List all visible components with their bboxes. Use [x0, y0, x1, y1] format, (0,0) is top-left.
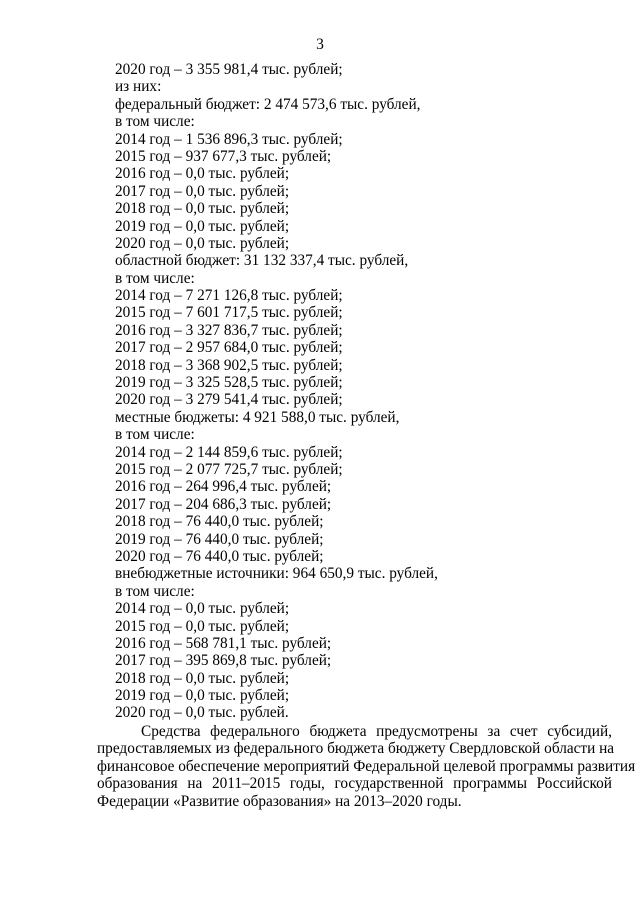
funding-line: 2019 год – 76 440,0 тыс. рублей; — [115, 530, 324, 548]
funding-list — [115, 61, 595, 722]
funding-line: 2015 год – 7 601 717,5 тыс. рублей; — [115, 304, 343, 322]
funding-line: 2020 год – 0,0 тыс. рублей. — [115, 704, 289, 722]
funding-line: 2016 год – 0,0 тыс. рублей; — [115, 165, 290, 183]
funding-line: 2014 год – 7 271 126,8 тыс. рублей; — [115, 287, 343, 305]
funding-line: в том числе: — [115, 426, 195, 444]
funding-line: 2018 год – 0,0 тыс. рублей; — [115, 200, 290, 218]
funding-line: 2017 год – 395 869,8 тыс. рублей; — [115, 652, 332, 670]
funding-line: 2016 год – 3 327 836,7 тыс. рублей; — [115, 321, 343, 339]
funding-line: 2015 год – 0,0 тыс. рублей; — [115, 617, 290, 635]
funding-line: местные бюджеты: 4 921 588,0 тыс. рублей, — [115, 408, 400, 426]
page-number: 3 — [316, 36, 324, 53]
funding-line: 2020 год – 3 279 541,4 тыс. рублей; — [115, 391, 343, 409]
funding-line: 2018 год – 3 368 902,5 тыс. рублей; — [115, 356, 343, 374]
funding-line: 2020 год – 3 355 981,4 тыс. рублей; — [115, 61, 343, 78]
funding-line: из них: — [115, 78, 162, 96]
funding-line: 2014 год – 1 536 896,3 тыс. рублей; — [115, 130, 343, 148]
funding-line: 2014 год – 2 144 859,6 тыс. рублей; — [115, 443, 343, 461]
funding-line: 2015 год – 2 077 725,7 тыс. рублей; — [115, 460, 343, 478]
paragraph-line: Федерации «Развитие образования» на 2013–2020 годы. — [97, 792, 462, 810]
funding-line: 2015 год – 937 677,3 тыс. рублей; — [115, 147, 332, 165]
funding-line: в том числе: — [115, 113, 195, 131]
funding-line: 2019 год – 0,0 тыс. рублей; — [115, 217, 290, 235]
funding-line: 2017 год – 2 957 684,0 тыс. рублей; — [115, 339, 343, 357]
funding-line: 2019 год – 3 325 528,5 тыс. рублей; — [115, 374, 343, 392]
funding-line: 2018 год – 76 440,0 тыс. рублей; — [115, 513, 324, 531]
paragraph-line: предоставляемых из федерального бюджета бюджету Свердловской области на — [97, 740, 615, 758]
funding-line: 2017 год – 0,0 тыс. рублей; — [115, 182, 290, 200]
funding-line: федеральный бюджет: 2 474 573,6 тыс. рублей, — [115, 95, 421, 113]
funding-line: областной бюджет: 31 132 337,4 тыс. рублей, — [115, 252, 409, 270]
paragraph-line: финансовое обеспечение мероприятий Федеральной целевой программы развития — [97, 757, 636, 775]
funding-line: внебюджетные источники: 964 650,9 тыс. рублей, — [115, 565, 438, 583]
funding-source-paragraph — [97, 723, 636, 810]
funding-line: 2018 год – 0,0 тыс. рублей; — [115, 669, 290, 687]
funding-line: 2014 год – 0,0 тыс. рублей; — [115, 600, 290, 618]
funding-line: 2016 год – 264 996,4 тыс. рублей; — [115, 478, 332, 496]
funding-line: в том числе: — [115, 582, 195, 600]
funding-line: 2019 год – 0,0 тыс. рублей; — [115, 687, 290, 705]
paragraph-line: Средства федерального бюджета предусмотрены за счет субсидий, — [141, 723, 612, 740]
funding-line: в том числе: — [115, 269, 195, 287]
funding-line: 2020 год – 76 440,0 тыс. рублей; — [115, 547, 324, 565]
paragraph-line: образования на 2011–2015 годы, государственной программы Российской — [97, 775, 612, 793]
funding-line: 2016 год – 568 781,1 тыс. рублей; — [115, 634, 332, 652]
funding-line: 2017 год – 204 686,3 тыс. рублей; — [115, 495, 332, 513]
funding-line: 2020 год – 0,0 тыс. рублей; — [115, 234, 290, 252]
